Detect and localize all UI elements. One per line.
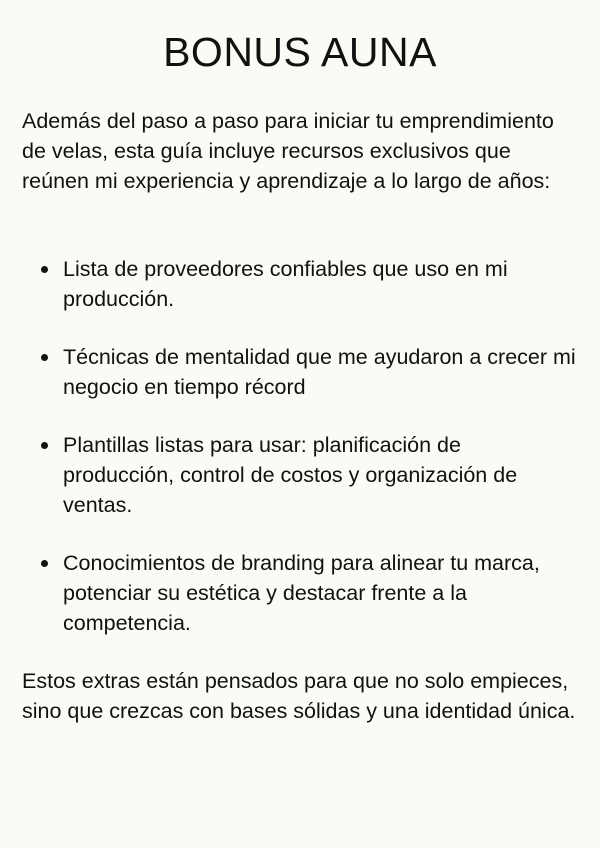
list-item-text: Conocimientos de branding para alinear tu marca, potenciar su estética y destacar frente a la competencia.	[63, 551, 540, 635]
page-title: BONUS AUNA	[163, 29, 437, 75]
bullet-icon	[41, 266, 48, 273]
intro-paragraph: Además del paso a paso para iniciar tu emprendimiento de velas, esta guía incluye recursos exclusivos que reúnen mi experiencia y aprendizaje a lo largo de años:	[22, 109, 554, 193]
bonus-list	[0, 254, 600, 666]
list-item-suppliers	[0, 254, 600, 314]
list-item-text: Técnicas de mentalidad que me ayudaron a crecer mi negocio en tiempo récord	[63, 345, 576, 399]
closing-paragraph: Estos extras están pensados para que no solo empieces, sino que crezcas con bases sólidas y una identidad única.	[22, 669, 576, 723]
list-item-branding	[0, 548, 600, 638]
list-item-text: Plantillas listas para usar: planificación de producción, control de costos y organización de ventas.	[63, 433, 518, 517]
bullet-icon	[41, 560, 48, 567]
bullet-icon	[41, 354, 48, 361]
list-item-mindset	[0, 342, 600, 402]
list-item-text: Lista de proveedores confiables que uso en mi producción.	[63, 257, 508, 311]
bullet-icon	[41, 442, 48, 449]
list-item-templates	[0, 430, 600, 520]
